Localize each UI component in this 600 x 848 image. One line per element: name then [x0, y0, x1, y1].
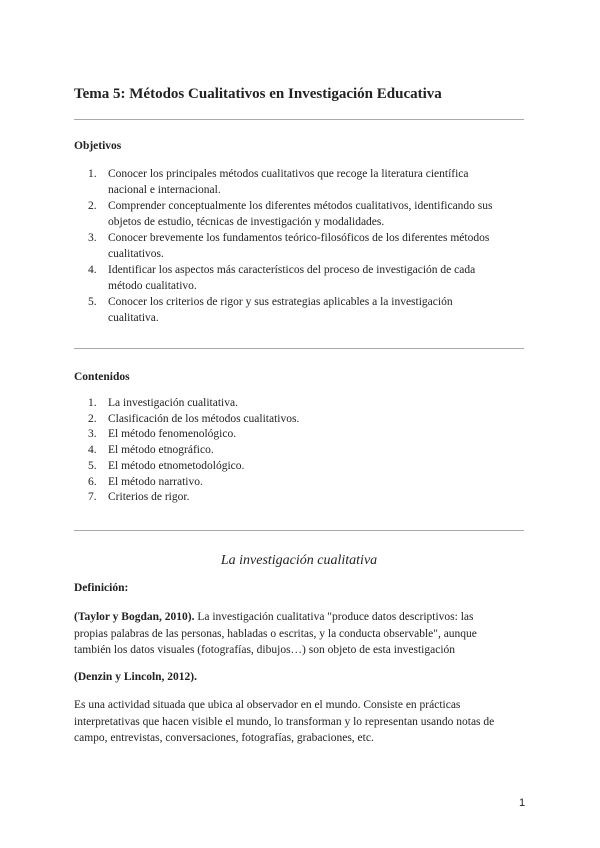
list-number: 7. — [88, 491, 97, 504]
list-item — [74, 294, 524, 326]
list-text: El método etnográfico. — [108, 444, 214, 457]
list-item — [74, 490, 524, 506]
contenidos-heading: Contenidos — [74, 371, 130, 383]
list-item — [74, 230, 524, 262]
page-number: 1 — [519, 797, 526, 809]
definicion-heading: Definición: — [74, 582, 129, 594]
list-number: 6. — [88, 475, 97, 488]
list-number: 3. — [88, 232, 97, 244]
list-text: Conocer brevemente los fundamentos teórico-filosóficos de los diferentes métodos — [108, 232, 490, 244]
paragraph-text: Es una actividad situada que ubica al observador en el mundo. Consiste en prácticas — [74, 699, 461, 711]
list-item — [74, 262, 524, 294]
objetivos-list — [74, 166, 524, 326]
list-item — [74, 427, 524, 443]
divider — [74, 119, 524, 120]
page-title: Tema 5: Métodos Cualitativos en Investigación Educativa — [74, 86, 442, 102]
paragraph-text: campo, entrevistas, conversaciones, fotografías, grabaciones, etc. — [74, 732, 374, 744]
list-item — [74, 198, 524, 230]
list-text: Identificar los aspectos más característicos del proceso de investigación de cada — [108, 264, 476, 276]
divider — [74, 348, 524, 349]
list-text: nacional e internacional. — [108, 184, 221, 196]
list-number: 1. — [88, 397, 97, 409]
list-item — [74, 396, 524, 412]
list-item — [74, 166, 524, 198]
list-text: método cualitativo. — [108, 280, 197, 292]
list-text: objetos de estudio, técnicas de investigación y modalidades. — [108, 216, 385, 228]
citation-text: La investigación cualitativa "produce datos descriptivos: las — [194, 611, 474, 623]
list-text: El método etnometodológico. — [108, 459, 245, 472]
list-number: 1. — [88, 168, 97, 180]
list-number: 4. — [88, 264, 97, 276]
list-number: 4. — [88, 444, 97, 457]
list-text: Conocer los criterios de rigor y sus estrategias aplicables a la investigación — [108, 296, 453, 308]
objetivos-heading: Objetivos — [74, 140, 122, 152]
list-number: 5. — [88, 459, 97, 472]
list-text: El método narrativo. — [108, 475, 203, 488]
list-text: La investigación cualitativa. — [108, 397, 238, 409]
list-text: Clasificación de los métodos cualitativos. — [108, 412, 300, 425]
citation-ref: (Taylor y Bogdan, 2010). — [74, 611, 195, 623]
list-text: Comprender conceptualmente los diferentes métodos cualitativos, identificando sus — [108, 200, 493, 212]
list-text: Criterios de rigor. — [108, 491, 190, 504]
list-item — [74, 443, 524, 459]
list-number: 2. — [88, 200, 97, 212]
citation-text: propias palabras de las personas, habladas o escritas, y la conducta observable", aunque — [74, 627, 477, 640]
citation-text: también los datos visuales (fotografías, dibujos…) son objeto de esta investigación — [74, 644, 456, 656]
list-number: 3. — [88, 428, 97, 441]
citation-paragraph — [74, 609, 524, 659]
list-text: Conocer los principales métodos cualitativos que recoge la literatura científica — [108, 168, 469, 180]
divider — [74, 530, 524, 531]
list-item — [74, 412, 524, 428]
section-title: La investigación cualitativa — [220, 553, 378, 568]
list-text: El método fenomenológico. — [108, 428, 237, 441]
list-number: 2. — [88, 412, 97, 425]
citation-ref: (Denzin y Lincoln, 2012). — [74, 671, 197, 683]
list-text: cualitativos. — [108, 248, 164, 260]
list-text: cualitativa. — [108, 312, 159, 324]
list-item — [74, 475, 524, 491]
definition-paragraph — [74, 697, 524, 747]
contenidos-list — [74, 396, 524, 506]
list-number: 5. — [88, 296, 97, 308]
paragraph-text: interpretativas que hacen visible el mundo, lo transforman y lo representan usando notas de — [74, 715, 495, 728]
list-item — [74, 459, 524, 475]
